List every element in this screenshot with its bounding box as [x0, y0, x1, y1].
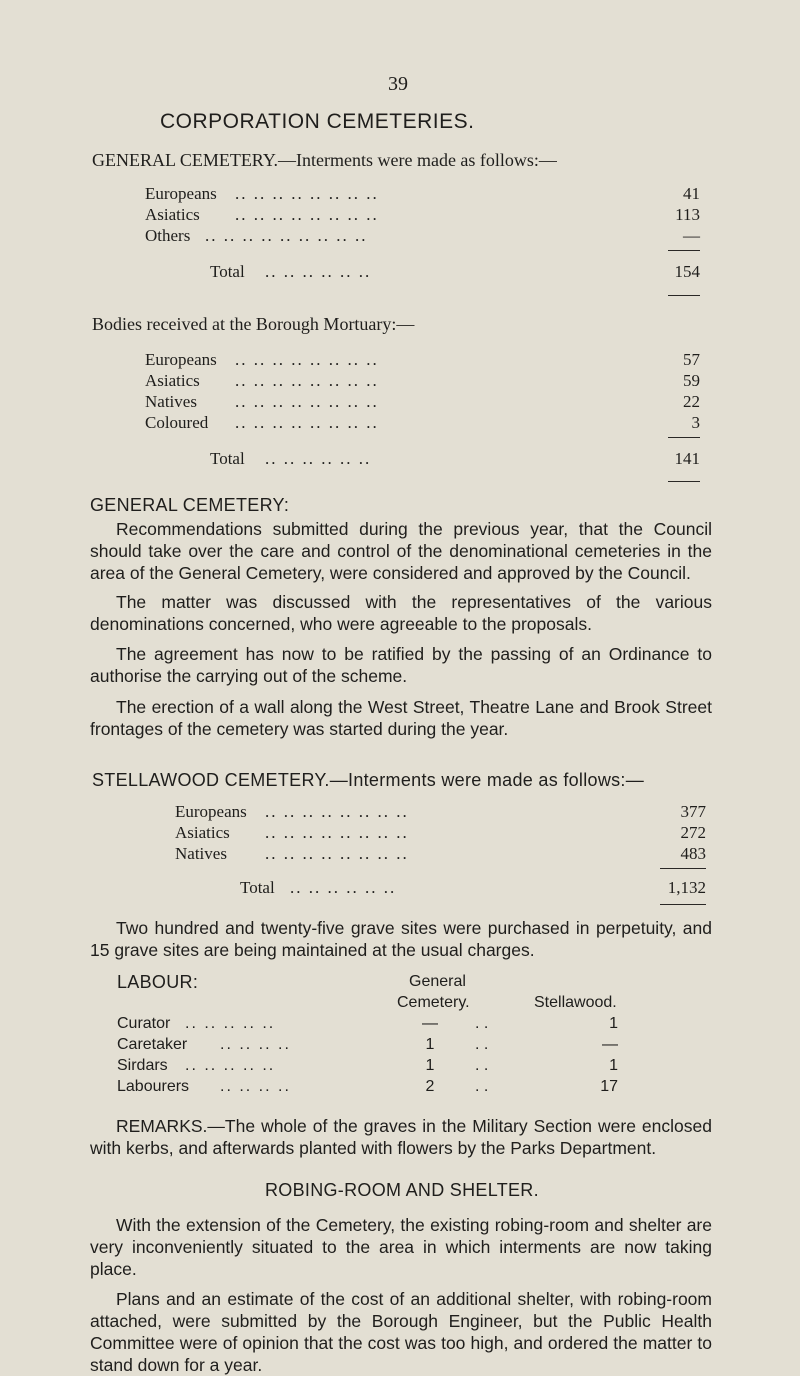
stellawood-value: 17 — [600, 1078, 618, 1095]
labour-heading: LABOUR: — [117, 972, 199, 992]
leader-dots: .. .. .. .. — [220, 1078, 291, 1095]
row-label: Europeans — [145, 350, 217, 369]
leader-dots: .. .. .. .. .. — [185, 1057, 276, 1074]
row-label: Asiatics — [145, 205, 200, 224]
page-number: 39 — [388, 73, 408, 95]
row-label: Europeans — [145, 184, 217, 203]
sum-rule — [668, 437, 700, 438]
labour-col-stellawood: Stellawood. — [534, 994, 617, 1011]
row-label: Natives — [145, 392, 197, 411]
leader-dots: . . — [475, 1057, 489, 1074]
row-value: 377 — [680, 802, 706, 821]
stellawood-value: — — [602, 1036, 618, 1053]
stellawood-value: 1 — [609, 1057, 618, 1074]
row-value: 22 — [683, 392, 700, 411]
leader-dots: .. .. .. .. .. .. .. .. — [265, 802, 409, 821]
sum-rule — [668, 481, 700, 482]
general-value: 1 — [425, 1036, 435, 1053]
leader-dots: .. .. .. .. .. .. .. .. — [265, 844, 409, 863]
paragraph: The erection of a wall along the West Street, Theatre Lane and Brook Street frontages of the cemetery was started during the year. — [90, 697, 712, 739]
leader-dots: .. .. .. .. .. — [185, 1015, 276, 1032]
row-label: Sirdars — [117, 1057, 168, 1074]
total-value: 154 — [674, 262, 700, 281]
general-value: — — [422, 1015, 438, 1032]
row-label: Asiatics — [145, 371, 200, 390]
stellawood-value: 1 — [609, 1015, 618, 1032]
row-value: 59 — [683, 371, 700, 390]
row-value: 57 — [683, 350, 700, 369]
sum-rule — [660, 868, 706, 869]
row-label: Europeans — [175, 802, 247, 821]
row-value: 3 — [691, 413, 700, 432]
section-heading: GENERAL CEMETERY: — [90, 495, 290, 515]
leader-dots: .. .. .. .. .. .. .. .. .. — [205, 226, 368, 245]
leader-dots: .. .. .. .. .. .. .. .. — [235, 413, 379, 432]
sum-rule — [668, 250, 700, 251]
row-label: Coloured — [145, 413, 209, 432]
leader-dots: .. .. .. .. .. .. .. .. — [235, 350, 379, 369]
labour-col-general-1: General — [409, 973, 466, 990]
total-value: 1,132 — [667, 878, 706, 897]
leader-dots: .. .. .. .. .. .. .. .. — [235, 184, 379, 203]
total-label: Total — [210, 449, 245, 468]
row-label: Natives — [175, 844, 227, 863]
sum-rule — [668, 295, 700, 296]
leader-dots: .. .. .. .. .. .. .. .. — [265, 823, 409, 842]
paragraph: The matter was discussed with the representatives of the various denominations concerned, who were agreeable to the proposals. — [90, 592, 712, 634]
stellawood-intro: STELLAWOOD CEMETERY.—Interments were made as follows:— — [92, 770, 645, 790]
paragraph: Plans and an estimate of the cost of an additional shelter, with robing-room attached, were submitted by the Borough Engineer, but the Public Health Committee were of opinion that the cost was too high, and ordered the matter to stand down for a year. — [90, 1289, 712, 1375]
row-value: 483 — [680, 844, 706, 863]
row-label: Labourers — [117, 1078, 190, 1095]
leader-dots: . . — [475, 1036, 489, 1053]
row-value: — — [683, 226, 700, 245]
leader-dots: . . — [475, 1015, 489, 1032]
leader-dots: .. .. .. .. .. .. — [265, 449, 372, 468]
leader-dots: .. .. .. .. .. .. .. .. — [235, 392, 379, 411]
mortuary-intro: Bodies received at the Borough Mortuary:— — [92, 314, 415, 334]
general-intro: GENERAL CEMETERY.—Interments were made as follows:— — [92, 150, 557, 170]
row-value: 272 — [680, 823, 706, 842]
leader-dots: .. .. .. .. .. .. — [265, 262, 372, 281]
paragraph: The agreement has now to be ratified by the passing of an Ordinance to authorise the carrying out of the scheme. — [90, 644, 712, 686]
paragraph: With the extension of the Cemetery, the existing robing-room and shelter are very inconveniently situated to the area in which interments are now taking place. — [90, 1215, 712, 1279]
row-label: Others — [145, 226, 191, 245]
row-label: Curator — [117, 1015, 171, 1032]
remarks-paragraph: REMARKS.—The whole of the graves in the Military Section were enclosed with kerbs, and afterwards planted with flowers by the Parks Department. — [90, 1116, 712, 1158]
paragraph: Two hundred and twenty-five grave sites were purchased in perpetuity, and 15 grave sites are being maintained at the usual charges. — [90, 918, 712, 960]
labour-col-general-2: Cemetery. — [397, 994, 470, 1011]
sum-rule — [660, 904, 706, 905]
leader-dots: .. .. .. .. .. .. .. .. — [235, 371, 379, 390]
row-label: Caretaker — [117, 1036, 188, 1053]
robing-heading: ROBING-ROOM AND SHELTER. — [265, 1180, 539, 1200]
general-value: 2 — [425, 1078, 435, 1095]
row-value: 113 — [675, 205, 700, 224]
general-value: 1 — [425, 1057, 435, 1074]
leader-dots: .. .. .. .. .. .. — [290, 878, 397, 897]
total-label: Total — [240, 878, 275, 897]
leader-dots: . . — [475, 1078, 489, 1095]
leader-dots: .. .. .. .. — [220, 1036, 291, 1053]
row-value: 41 — [683, 184, 700, 203]
total-label: Total — [210, 262, 245, 281]
paragraph: Recommendations submitted during the previous year, that the Council should take over the care and control of the denominational cemeteries in the area of the General Cemetery, were considered and approved by the Council. — [90, 519, 712, 583]
row-label: Asiatics — [175, 823, 230, 842]
total-value: 141 — [674, 449, 700, 468]
leader-dots: .. .. .. .. .. .. .. .. — [235, 205, 379, 224]
page-title: CORPORATION CEMETERIES. — [160, 110, 475, 133]
